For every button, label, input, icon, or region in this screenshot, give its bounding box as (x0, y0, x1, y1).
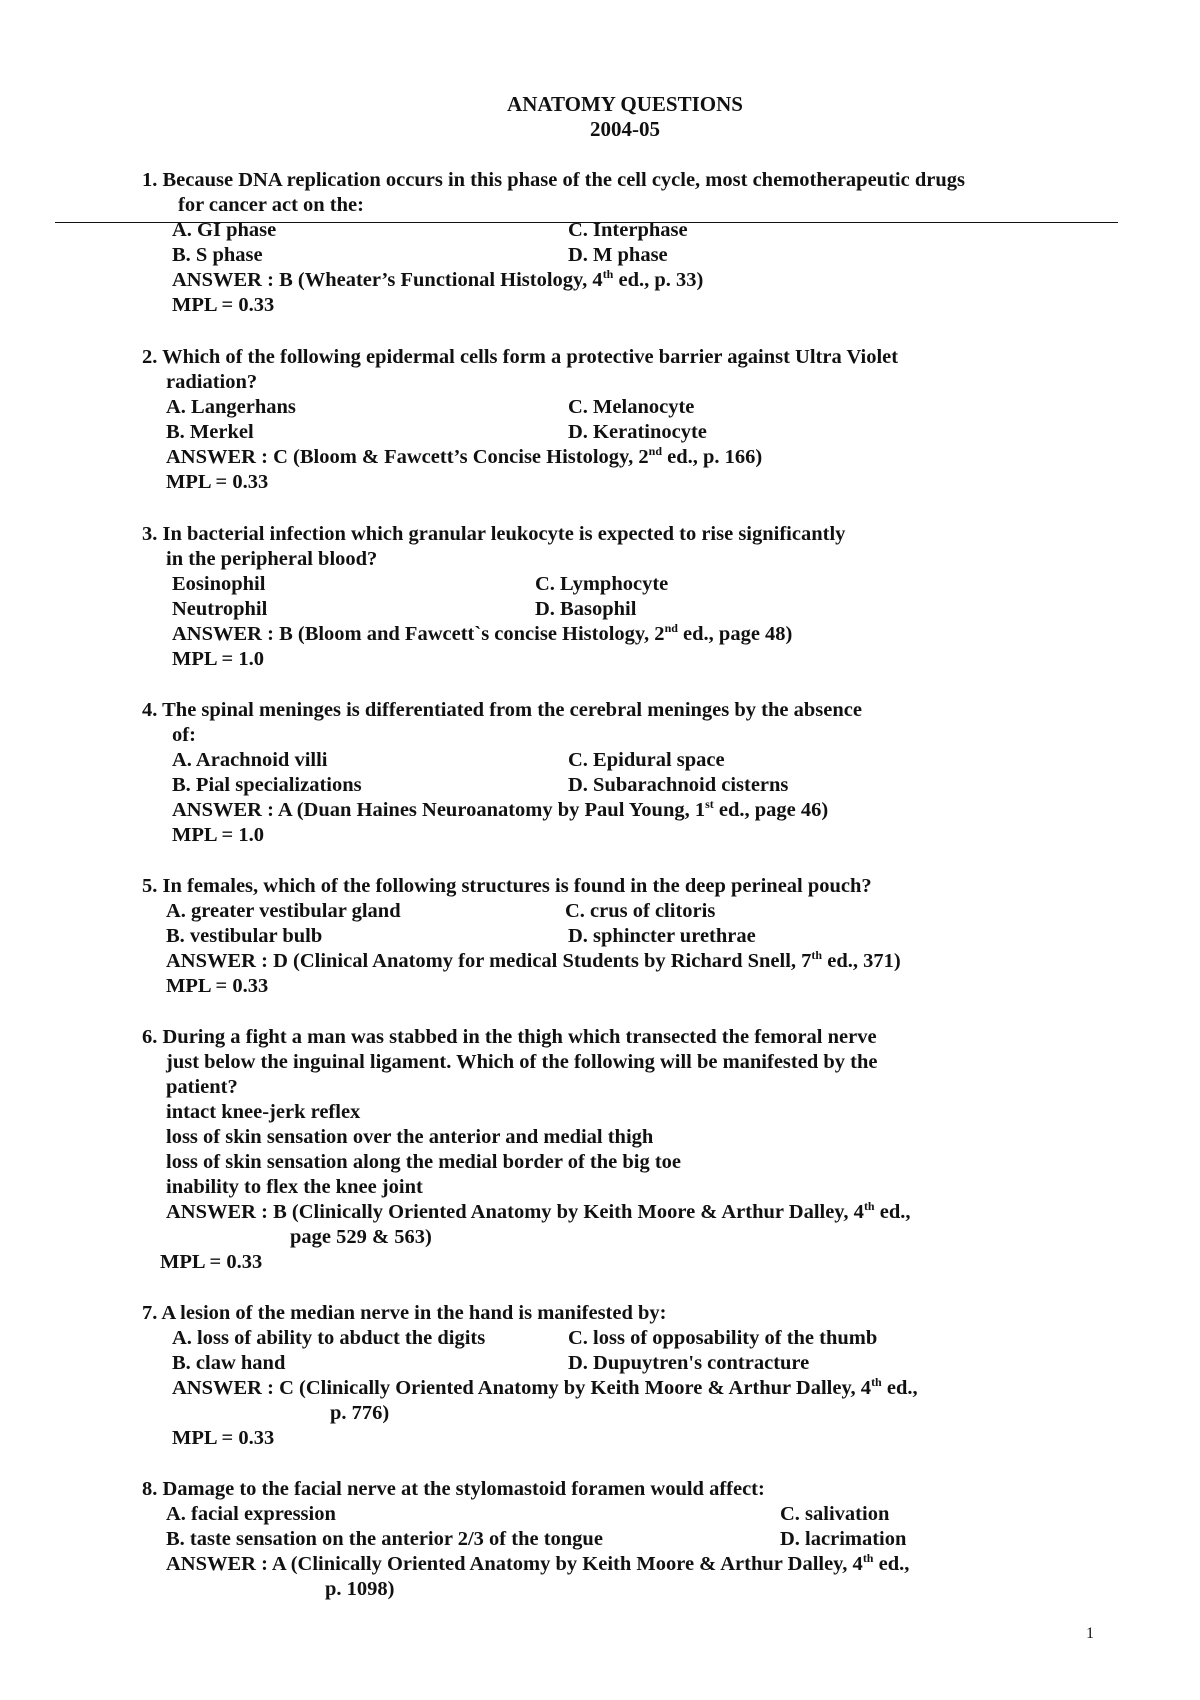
mpl-value: MPL = 0.33 (172, 294, 275, 316)
option-b: Neutrophil (172, 598, 268, 620)
question-stem: radiation? (166, 371, 258, 393)
answer-continuation: p. 1098) (325, 1578, 395, 1600)
option-a: Eosinophil (172, 573, 266, 595)
option-a: A. Langerhans (166, 396, 296, 418)
option-c: C. Interphase (568, 219, 688, 241)
option-c: C. crus of clitoris (565, 900, 716, 922)
option-b: loss of skin sensation over the anterior and medial thigh (166, 1126, 654, 1148)
answer-line: ANSWER : C (Bloom & Fawcett’s Concise Histology, 2nd ed., p. 166) (166, 444, 763, 468)
mpl-value: MPL = 0.33 (166, 975, 269, 997)
question-stem: 7. A lesion of the median nerve in the hand is manifested by: (142, 1302, 667, 1324)
option-b: B. vestibular bulb (166, 925, 323, 947)
answer-line: ANSWER : D (Clinical Anatomy for medical Students by Richard Snell, 7th ed., 371) (166, 948, 901, 972)
option-a: A. greater vestibular gland (166, 900, 401, 922)
option-b: B. taste sensation on the anterior 2/3 of the tongue (166, 1528, 603, 1550)
question-stem: of: (172, 724, 196, 746)
option-b: B. Pial specializations (172, 774, 362, 796)
option-d: D. M phase (568, 244, 668, 266)
option-d: D. Subarachnoid cisterns (568, 774, 789, 796)
mpl-value: MPL = 0.33 (166, 471, 269, 493)
question-stem: 4. The spinal meninges is differentiated from the cerebral meninges by the absence (142, 699, 862, 721)
page-title: ANATOMY QUESTIONS (507, 92, 743, 116)
answer-line: ANSWER : B (Clinically Oriented Anatomy by Keith Moore & Arthur Dalley, 4th ed., (166, 1199, 911, 1223)
option-b: B. S phase (172, 244, 263, 266)
mpl-value: MPL = 1.0 (172, 648, 264, 670)
option-a: A. loss of ability to abduct the digits (172, 1327, 486, 1349)
option-a: A. GI phase (172, 219, 277, 241)
option-a: A. facial expression (166, 1503, 336, 1525)
option-b: B. Merkel (166, 421, 254, 443)
question-stem: 6. During a fight a man was stabbed in the thigh which transected the femoral nerve (142, 1026, 877, 1048)
option-d: D. Keratinocyte (568, 421, 707, 443)
question-stem: 2. Which of the following epidermal cells form a protective barrier against Ultra Violet (142, 346, 899, 368)
answer-continuation: page 529 & 563) (290, 1226, 432, 1248)
option-c: C. Epidural space (568, 749, 725, 771)
question-stem: patient? (166, 1076, 238, 1098)
question-stem: for cancer act on the: (178, 194, 364, 216)
option-b: B. claw hand (172, 1352, 286, 1374)
question-stem: 1. Because DNA replication occurs in this phase of the cell cycle, most chemotherapeutic drugs (142, 169, 965, 191)
option-d: D. Dupuytren's contracture (568, 1352, 810, 1374)
page-year: 2004-05 (590, 117, 660, 141)
question-stem: 8. Damage to the facial nerve at the stylomastoid foramen would affect: (142, 1478, 765, 1500)
option-c: C. Lymphocyte (535, 573, 669, 595)
mpl-value: MPL = 0.33 (160, 1251, 263, 1273)
mpl-value: MPL = 0.33 (172, 1427, 275, 1449)
option-d: D. sphincter urethrae (568, 925, 756, 947)
answer-line: ANSWER : A (Clinically Oriented Anatomy by Keith Moore & Arthur Dalley, 4th ed., (166, 1551, 910, 1575)
page-number: 1 (1086, 1625, 1094, 1642)
answer-line: ANSWER : B (Wheater’s Functional Histology, 4th ed., p. 33) (172, 267, 704, 291)
option-d: D. lacrimation (780, 1528, 907, 1550)
option-c: C. loss of opposability of the thumb (568, 1327, 878, 1349)
option-c: C. Melanocyte (568, 396, 695, 418)
option-c: C. salivation (780, 1503, 890, 1525)
question-stem: 3. In bacterial infection which granular leukocyte is expected to rise significantly (142, 523, 846, 545)
answer-continuation: p. 776) (330, 1402, 390, 1424)
option-a: intact knee-jerk reflex (166, 1101, 361, 1123)
answer-line: ANSWER : A (Duan Haines Neuroanatomy by Paul Young, 1st ed., page 46) (172, 797, 829, 821)
answer-line: ANSWER : C (Clinically Oriented Anatomy by Keith Moore & Arthur Dalley, 4th ed., (172, 1375, 918, 1399)
option-d: inability to flex the knee joint (166, 1176, 423, 1198)
answer-line: ANSWER : B (Bloom and Fawcett`s concise Histology, 2nd ed., page 48) (172, 621, 793, 645)
question-stem: in the peripheral blood? (166, 548, 378, 570)
option-d: D. Basophil (535, 598, 637, 620)
option-a: A. Arachnoid villi (172, 749, 328, 771)
question-stem: 5. In females, which of the following structures is found in the deep perineal pouch? (142, 875, 872, 897)
question-stem: just below the inguinal ligament. Which of the following will be manifested by the (166, 1051, 878, 1073)
mpl-value: MPL = 1.0 (172, 824, 264, 846)
option-c: loss of skin sensation along the medial border of the big toe (166, 1151, 682, 1173)
